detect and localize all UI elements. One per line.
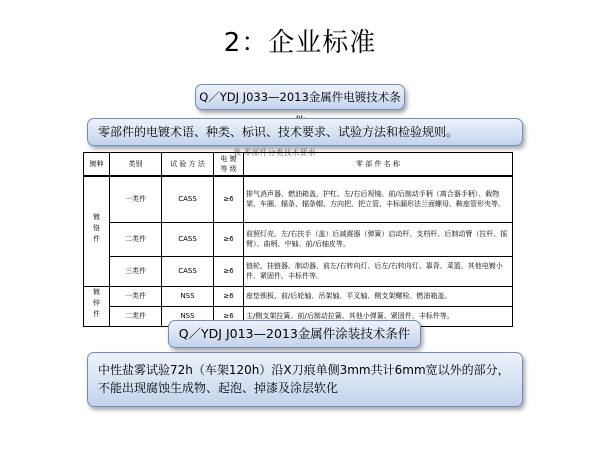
table-row bbox=[84, 176, 513, 222]
group-zinc-label: 镀锌件 bbox=[92, 288, 101, 321]
row-grade: ≥6 bbox=[214, 176, 244, 222]
group-chrome-label: 镀铬件 bbox=[92, 213, 101, 247]
row-parts: 前照灯壳、左/右扶手（盖）后减震器（弹簧）启动杆、支档杆、后制动臂（拉杆、摇臂）、曲柄、中轴、前/后轴皮等。 bbox=[244, 222, 513, 256]
row-parts: 座垫锁板、前/后轮轴、吊架轴、平叉轴、侧支架螺栓、燃油箱盖。 bbox=[244, 286, 513, 306]
standard-2-label: Q／YDJ J013—2013金属件涂装技术条件 bbox=[168, 320, 421, 348]
row-grade: ≥6 bbox=[214, 222, 244, 256]
group-zinc-cell bbox=[84, 286, 110, 326]
table-row bbox=[84, 286, 513, 306]
row-grade: ≥6 bbox=[214, 306, 244, 326]
row-category: 二类件 bbox=[110, 222, 162, 256]
parts-classification-table bbox=[83, 152, 513, 327]
row-method: CASS bbox=[162, 222, 214, 256]
standard-1-description: 零部件的电镀术语、种类、标识、技术要求、试验方法和检验规则。 bbox=[87, 118, 523, 146]
table-header-row bbox=[84, 153, 513, 177]
row-category: 一类件 bbox=[110, 286, 162, 306]
page-title: 2：企业标准 bbox=[223, 28, 377, 58]
header-parts: 零 部 件 名 称 bbox=[244, 153, 513, 177]
row-method: CASS bbox=[162, 176, 214, 222]
row-grade: ≥6 bbox=[214, 256, 244, 286]
row-parts: 链轮、挂链器、制动器、前左/右转向灯、后左/右转向灯、靠背、菜篮、其他电镀小件、紧固件、丰标件等。 bbox=[244, 256, 513, 286]
row-method: NSS bbox=[162, 286, 214, 306]
row-parts: 主/侧支架拉簧、前/后制动拉簧、其他小弹簧、紧固件、丰标件等。 bbox=[244, 306, 513, 326]
table-caption: 表 零部件分类技术要求 bbox=[233, 148, 316, 157]
row-category: 一类件 bbox=[110, 176, 162, 222]
header-grade: 电 镀 等 级 bbox=[214, 153, 244, 177]
row-method: CASS bbox=[162, 256, 214, 286]
row-category: 三类件 bbox=[110, 256, 162, 286]
standard-2-description: 中性盐雾试验72h（车架120h）沿X刀痕单侧3mm共计6mm宽以外的部分，不能出现腐蚀生成物、起泡、掉漆及涂层软化 bbox=[87, 352, 523, 407]
row-method: NSS bbox=[162, 306, 214, 326]
group-chrome-cell bbox=[84, 176, 110, 286]
parts-table-image bbox=[83, 148, 515, 321]
row-category: 二类件 bbox=[110, 306, 162, 326]
header-kind: 镀种 bbox=[84, 153, 110, 177]
standard-1-label: Q／YDJ J033—2013金属件电镀技术条 bbox=[195, 84, 405, 110]
header-category: 类别 bbox=[110, 153, 162, 177]
table-row bbox=[84, 256, 513, 286]
row-grade: ≥6 bbox=[214, 286, 244, 306]
table-row bbox=[84, 222, 513, 256]
row-parts: 排气消声器、燃油箱盖、护杠、左/右后视镜、前/后制动手柄（离合器手柄）、载物架、车圈、辐条、辐条帽、方向把、把立管、丰标漏形法兰面螺母、鞍座管形夹等。 bbox=[244, 176, 513, 222]
header-method: 试 验 方 法 bbox=[162, 153, 214, 177]
